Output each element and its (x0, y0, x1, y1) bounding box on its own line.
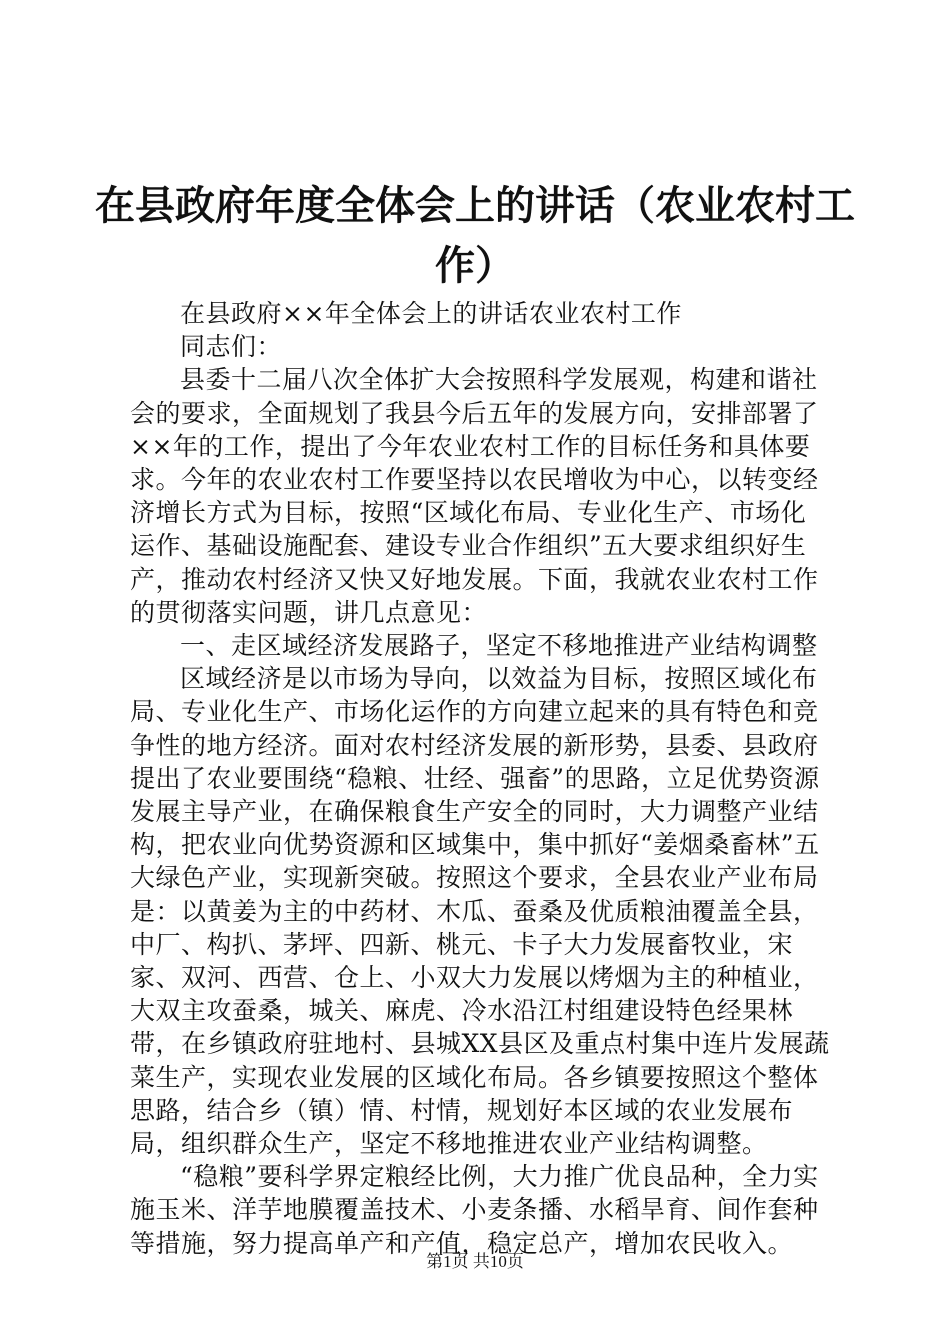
intro-paragraph: 县委十二届八次全体扩大会按照科学发展观，构建和谐社会的要求，全面规划了我县今后五年的发展方向，安排部署了××年的工作，提出了今年农业农村工作的目标任务和具体要求。今年的农业农村工作要坚持以农民增收为中心，以转变经济增长方式为目标，按照“区域化布局、专业化生产、市场化运作、基础设施配套、建设专业合作组织”五大要求组织好生产，推动农村经济又快又好地发展。下面，我就农业农村工作的贯彻落实问题，讲几点意见： (130, 365, 819, 627)
body-paragraph: “稳粮”要科学界定粮经比例，大力推广优良品种，全力实施玉米、洋芋地膜覆盖技术、小麦条播、水稻旱育、间作套种等措施，努力提高单产和产值，稳定总产，增加农民收入。 (130, 1162, 819, 1258)
title-line-2: 作） (435, 242, 515, 289)
page-number-footer: 第1页 共10页 (426, 1252, 524, 1271)
section-heading: 一、走区域经济发展路子，坚定不移地推进产业结构调整 (180, 631, 818, 661)
document-body (130, 297, 830, 1260)
body-paragraph: 区域经济是以市场为导向，以效益为目标，按照区域化布局、专业化生产、市场化运作的方向建立起来的具有特色和竞争性的地方经济。面对农村经济发展的新形势，县委、县政府提出了农业要围绕“稳粮、壮经、强畜”的思路，立足优势资源发展主导产业，在确保粮食生产安全的同时，大力调整产业结构，把农业向优势资源和区域集中，集中抓好“姜烟桑畜林”五大绿色产业，实现新突破。按照这个要求，全县农业产业布局是：以黄姜为主的中药材、木瓜、蚕桑及优质粮油覆盖全县，中厂、构扒、茅坪、四新、桃元、卡子大力发展畜牧业，宋家、双河、西营、仓上、小双大力发展以烤烟为主的种植业，大双主攻蚕桑，城关、麻虎、冷水沿江村组建设特色经果林带，在乡镇政府驻地村、县城XX县区及重点村集中连片发展蔬菜生产，实现农业发展的区域化布局。各乡镇要按照这个整体思路，结合乡（镇）情、村情，规划好本区域的农业发展布局，组织群众生产，坚定不移地推进农业产业结构调整。 (130, 664, 830, 1159)
salutation-paragraph: 同志们： (180, 332, 283, 362)
title-line-1: 在县政府年度全体会上的讲话（农业农村工 (95, 182, 855, 229)
document-title (0, 176, 950, 296)
subtitle-paragraph: 在县政府××年全体会上的讲话农业农村工作 (180, 299, 682, 328)
